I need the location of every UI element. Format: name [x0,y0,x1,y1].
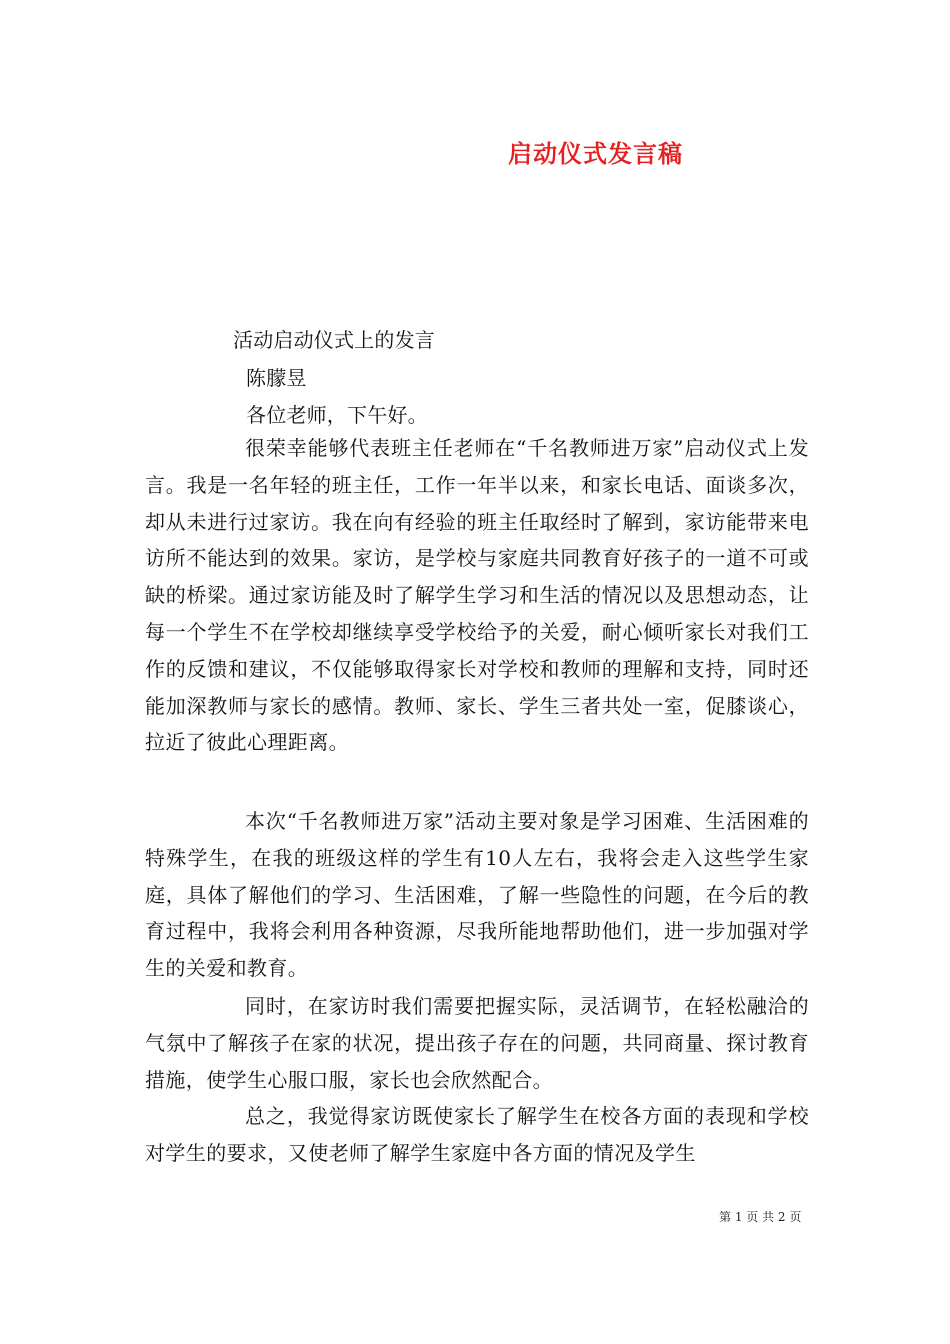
page-number-footer: 第 1 页 共 2 页 [719,1210,802,1224]
speech-subtitle: 活动启动仪式上的发言 [233,328,435,352]
paragraph-2: 本次“千名教师进万家”活动主要对象是学习困难、生活困难的特殊学生，在我的班级这样的学生有10人左右，我将会走入这些学生家庭，具体了解他们的学习、生活困难，了解一些隐性的问题，在今后的教育过程中，我将会利用各种资源，尽我所能地帮助他们，进一步加强对学生的关爱和教育。 [145,809,809,981]
author-name: 陈朦昱 [246,366,307,390]
greeting-line: 各位老师，下午好。 [246,403,428,427]
document-title: 启动仪式发言稿 [508,139,683,168]
paragraph-1: 很荣幸能够代表班主任老师在“千名教师进万家”启动仪式上发言。我是一名年轻的班主任，工作一年半以来，和家长电话、面谈多次，却从未进行过家访。我在向有经验的班主任取经时了解到，家访能带来电访所不能达到的效果。家访，是学校与家庭共同教育好孩子的一道不可或缺的桥梁。通过家访能及时了解学生学习和生活的情况以及思想动态，让每一个学生不在学校却继续享受学校给予的关爱，耐心倾听家长对我们工作的反馈和建议，不仅能够取得家长对学校和教师的理解和支持，同时还能加深教师与家长的感情。教师、家长、学生三者共处一室，促膝谈心，拉近了彼此心理距离。 [145,436,809,755]
paragraph-3: 同时，在家访时我们需要把握实际，灵活调节，在轻松融洽的气氛中了解孩子在家的状况，提出孩子存在的问题，共同商量、探讨教育措施，使学生心服口服，家长也会欣然配合。 [145,994,809,1092]
paragraph-4: 总之，我觉得家访既使家长了解学生在校各方面的表现和学校对学生的要求，又使老师了解学生家庭中各方面的情况及学生 [145,1104,809,1165]
